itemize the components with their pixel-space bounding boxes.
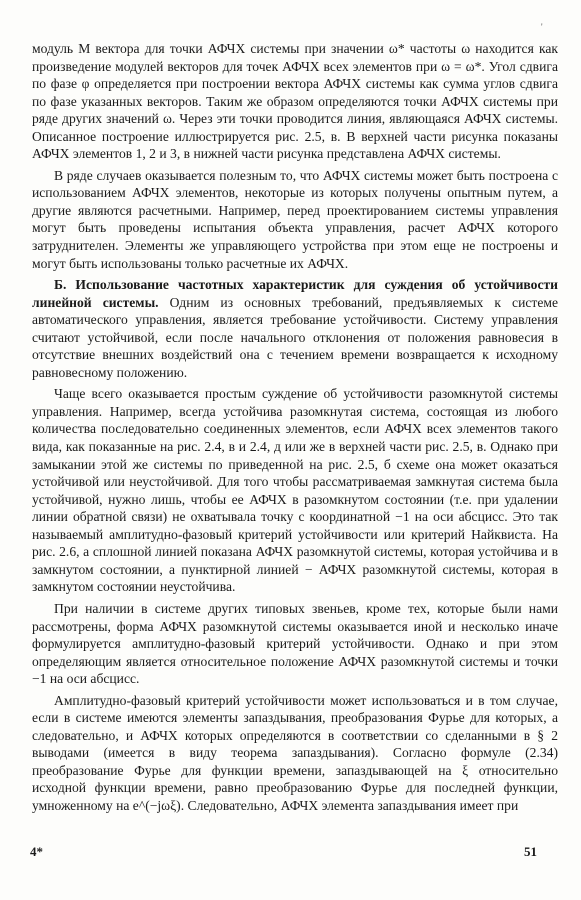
paragraph-4	[32, 385, 558, 596]
paragraph-text: модуль M вектора для точки АФЧХ системы при значении ω* частоты ω находится как произведение модулей векторов для точек АФЧХ всех элементов при ω = ω*. Угол сдвига по фазе φ определяется при построении вектора АФЧХ системы как сумма углов сдвига по фазе указанных векторов. Таким же образом определяются точки АФЧХ системы при ряде других значений ω. Через эти точки проводится линия, являющаяся АФЧХ системы. Описанное построение иллюстрируется рис. 2.5, в. В верхней части рисунка показаны АФЧХ элементов 1, 2 и 3, в нижней части рисунка представлена АФЧХ системы.	[32, 41, 558, 162]
paragraph-text: Чаще всего оказывается простым суждение об устойчивости разомкнутой системы управления. Например, всегда устойчива разомкнутая система, состоящая из любого количества последовательно соединенных элементов, если АФЧХ всех элементов такого вида, как показанные на рис. 2.4, в и 2.4, д или же в верхней части рис. 2.5, в. Однако при замыкании этой же системы по приведенной на рис. 2.5, б схеме она может оказаться устойчивой или неустойчивой. Для того чтобы рассматриваемая замкнутая система была устойчивой, нужно лишь, чтобы ее АФЧХ в разомкнутом состоянии (т.е. при удалении линии обратной связи) не охватывала точку с координатной −1 на оси абсцисс. Это так называемый амплитудно-фазовый критерий устойчивости или критерий Найквиста. На рис. 2.6, а сплошной линией показана АФЧХ разомкнутой системы, которая устойчива и в замкнутом состоянии, а пунктирной линией − АФЧХ разомкнутой системы, которая в замкнутом состоянии неустойчива.	[32, 386, 558, 595]
paragraph-text: Амплитудно-фазовый критерий устойчивости может использоваться и в том случае, если в системе имеются элементы запаздывания, преобразования Фурье для которых, а следовательно, и АФЧХ которых определяются в соответствии со сделанными в § 2 выводами (имеется в виду теорема запаздывания). Согласно формуле (2.34) преобразование Фурье для функции времени, запаздывающей на ξ относительно исходной функции времени, равно преобразованию Фурье для последней функции, умноженному на e^(−jωξ). Следовательно, АФЧХ элемента запаздывания имеет при	[32, 692, 558, 813]
paragraph-text: В ряде случаев оказывается полезным то, что АФЧХ системы может быть построена с использованием АФЧХ элементов, некоторые из которых получены опытным путем, а другие являются расчетными. Например, перед проектированием системы управления могут быть проведены испытания объекта управления, расчет АФЧХ которого затруднителен. Элементы же управляющего устройства при этом еще не построены и могут быть использованы только расчетные их АФЧХ.	[32, 167, 558, 271]
paragraph-2	[32, 167, 558, 272]
paragraph-3-section-b	[32, 276, 558, 381]
section-heading: Б. Использование частотных характеристик для суждения об устойчивости линейной системы.	[32, 277, 558, 310]
corner-mark: '	[541, 22, 543, 32]
paragraph-5	[32, 600, 558, 688]
paragraph-6	[32, 692, 558, 815]
paragraph-text: Одним из основных требований, предъявляемых к системе автоматического управления, является требование устойчивости. Систему управления считают устойчивой, если после начального отклонения от положения равновесия в отсутствие внешних воздействий она с течением времени возвращается к исходному равновесному положению.	[32, 294, 558, 380]
paragraph-1	[32, 40, 558, 163]
signature-mark: 4*	[30, 844, 43, 859]
paragraph-text: При наличии в системе других типовых звеньев, кроме тех, которые были нами рассмотрены, форма АФЧХ разомкнутой системы оказывается иной и несколько иначе формулируется амплитудно-фазовый критерий устойчивости. Однако и при этом определяющим является относительное положение АФЧХ разомкнутой системы и точки −1 на оси абсцисс.	[32, 600, 558, 687]
body-text	[32, 40, 558, 815]
page-number: 51	[524, 844, 537, 859]
